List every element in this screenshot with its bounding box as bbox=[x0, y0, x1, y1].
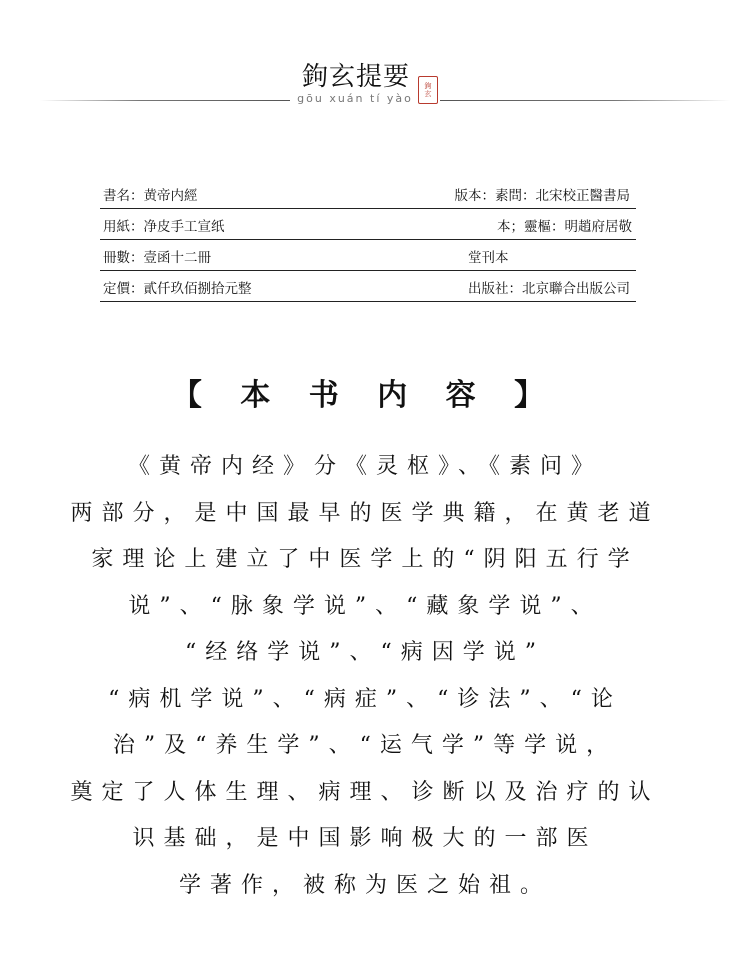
content-line: 奠定了人体生理、病理、诊断以及治疗的认 bbox=[70, 779, 660, 805]
content-line: 识基础，是中国影响极大的一部医 bbox=[132, 826, 598, 851]
content-line: 《黄帝内经》分《灵枢》、《素问》 bbox=[127, 454, 602, 479]
content-line: 两部分，是中国最早的医学典籍，在黄老道 bbox=[70, 500, 660, 526]
content-body bbox=[0, 449, 730, 914]
info-left: 用紙：净皮手工宣纸 bbox=[103, 219, 225, 235]
content-line: “经络学说”、“病因学说” bbox=[185, 640, 545, 665]
content-line: 学著作，被称为医之始祖。 bbox=[178, 872, 551, 898]
info-left: 定價：貳仟玖佰捌拾元整 bbox=[103, 281, 252, 297]
seal-glyph: 玄 bbox=[424, 90, 432, 98]
page-header bbox=[0, 0, 730, 120]
seal-glyph: 鉤 bbox=[424, 82, 432, 90]
header-rule-left bbox=[40, 100, 290, 101]
content-line: 说”、“脉象学说”、“藏象学说”、 bbox=[128, 593, 602, 619]
info-row bbox=[100, 209, 636, 240]
info-right: 本；靈樞：明趙府居敬 bbox=[497, 219, 632, 235]
book-info-table bbox=[100, 178, 636, 302]
seal-stamp-icon bbox=[418, 76, 438, 104]
info-row bbox=[100, 178, 636, 209]
section-title: 【 本 书 内 容 】 bbox=[171, 378, 559, 413]
header-pinyin: gōu xuán tí yào bbox=[297, 92, 413, 105]
info-row bbox=[100, 240, 636, 271]
content-line: 治”及“养生学”、“运气学”等学说， bbox=[112, 733, 618, 758]
info-right: 版本：素問：北宋校正醫書局 bbox=[454, 188, 630, 204]
header-rule-right bbox=[440, 100, 730, 101]
info-row bbox=[100, 271, 636, 302]
content-line: “病机学说”、“病症”、“诊法”、“论 bbox=[108, 686, 622, 712]
info-left: 冊數：壹函十二冊 bbox=[103, 250, 211, 266]
info-right: 堂刊本 bbox=[468, 250, 509, 266]
header-title: 鉤玄提要 bbox=[301, 62, 410, 92]
content-line: 家理论上建立了中医学上的“阴阳五行学 bbox=[91, 547, 639, 572]
info-left: 書名：黄帝内經 bbox=[103, 188, 198, 204]
info-right: 出版社：北京聯合出版公司 bbox=[468, 281, 630, 297]
